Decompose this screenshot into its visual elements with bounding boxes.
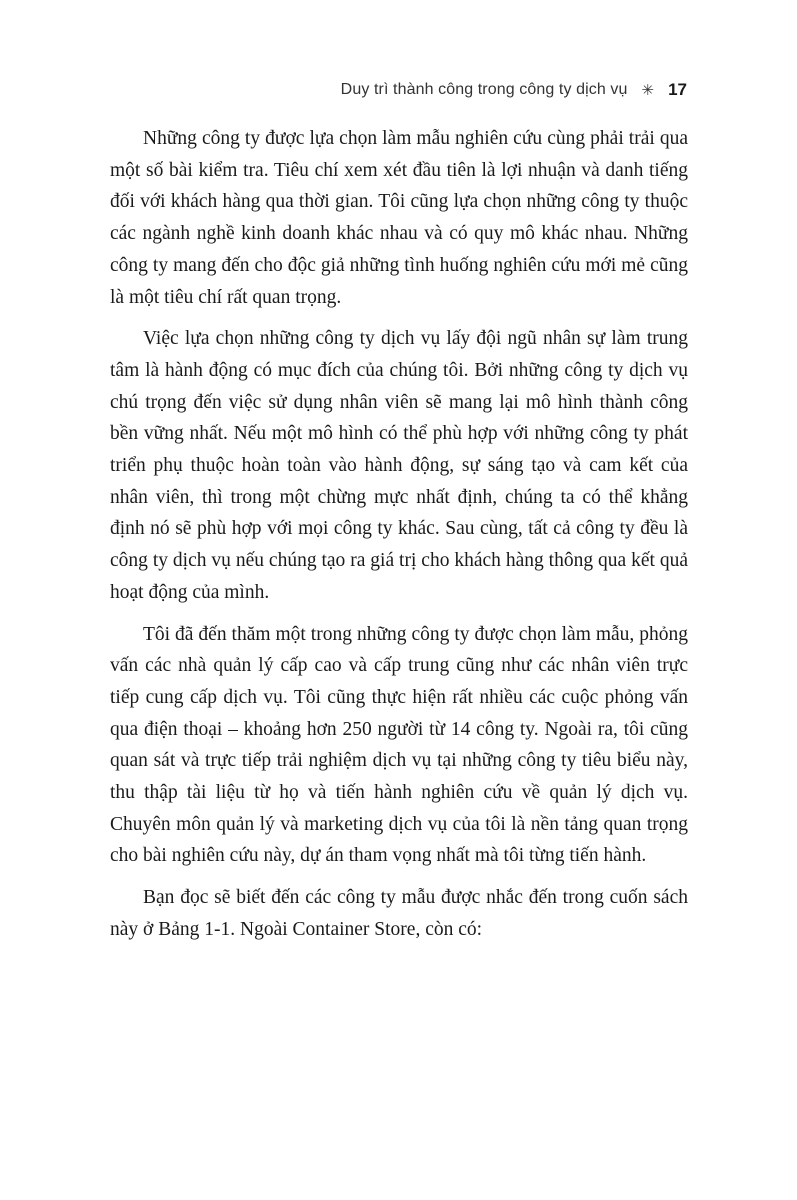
body-text bbox=[110, 123, 688, 956]
paragraph-2: Việc lựa chọn những công ty dịch vụ lấy đội ngũ nhân sự làm trung tâm là hành động có mục đích của chúng tôi. Bởi những công ty dịch vụ chú trọng đến việc sử dụng nhân viên sẽ mang lại mô hình thành công bền vững nhất. Nếu một mô hình có thể phù hợp với những công ty phát triển phụ thuộc hoàn toàn vào hành động, sự sáng tạo và cam kết của nhân viên, thì trong một chừng mực nhất định, chúng ta có thể khẳng định nó sẽ phù hợp với mọi công ty khác. Sau cùng, tất cả công ty đều là công ty dịch vụ nếu chúng tạo ra giá trị cho khách hàng thông qua kết quả hoạt động của mình. bbox=[110, 328, 688, 603]
running-header bbox=[341, 76, 687, 104]
running-header-title: Duy trì thành công trong công ty dịch vụ bbox=[340, 81, 628, 98]
paragraph-4: Bạn đọc sẽ biết đến các công ty mẫu được nhắc đến trong cuốn sách này ở Bảng 1-1. Ngoài Container Store, còn có: bbox=[110, 887, 688, 940]
paragraph-3: Tôi đã đến thăm một trong những công ty được chọn làm mẫu, phỏng vấn các nhà quản lý cấp cao và cấp trung cũng như các nhân viên trực tiếp cung cấp dịch vụ. Tôi cũng thực hiện rất nhiều các cuộc phỏng vấn qua điện thoại – khoảng hơn 250 người từ 14 công ty. Ngoài ra, tôi cũng quan sát và trực tiếp trải nghiệm dịch vụ tại những công ty tiêu biểu này, thu thập tài liệu từ họ và tiến hành nghiên cứu về quản lý dịch vụ. Chuyên môn quản lý và marketing dịch vụ của tôi là nền tảng quan trọng cho bài nghiên cứu này, dự án tham vọng nhất mà tôi từng tiến hành. bbox=[110, 623, 688, 867]
asterisk-ornament-icon: ✳ bbox=[641, 82, 655, 99]
paragraph-1: Những công ty được lựa chọn làm mẫu nghiên cứu cùng phải trải qua một số bài kiểm tra. Tiêu chí xem xét đầu tiên là lợi nhuận và danh tiếng đối với khách hàng qua thời gian. Tôi cũng lựa chọn những công ty thuộc các ngành nghề kinh doanh khác nhau và có quy mô khác nhau. Những công ty mang đến cho độc giả những tình huống nghiên cứu mới mẻ cũng là một tiêu chí rất quan trọng. bbox=[110, 128, 688, 308]
page-number: 17 bbox=[668, 80, 687, 99]
